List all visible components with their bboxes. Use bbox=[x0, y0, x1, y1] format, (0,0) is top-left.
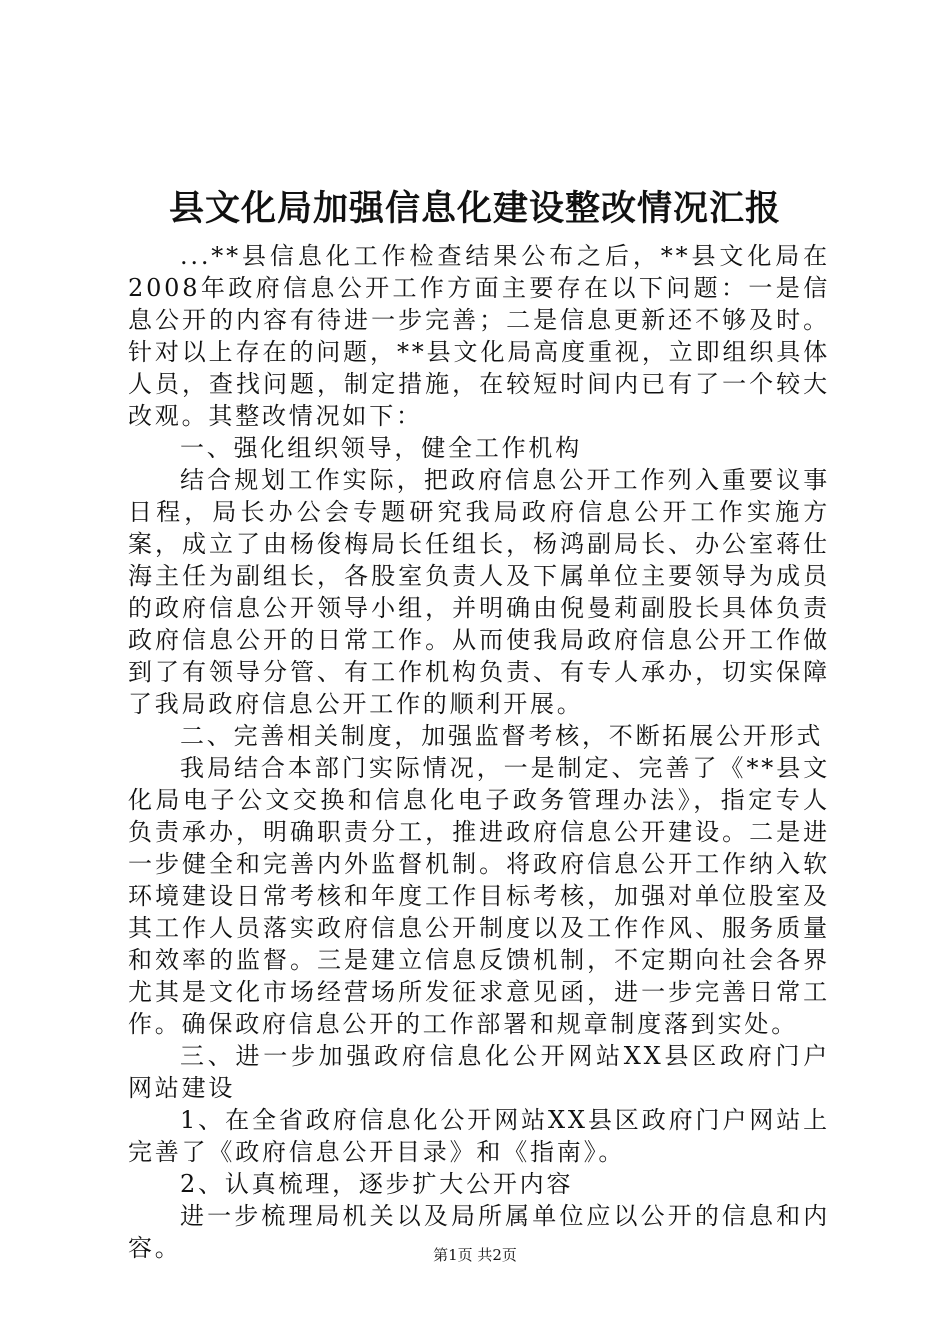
section-1-paragraph: 结合规划工作实际，把政府信息公开工作列入重要议事日程，局长办公会专题研究我局政府信息公开工作实施方案，成立了由杨俊梅局长任组长，杨鸿副局长、办公室蒋仕海主任为副组长，各股室负责人及下属单位主要领导为成员的政府信息公开领导小组，并明确由倪曼莉副股长具体负责政府信息公开的日常工作。从而使我局政府信息公开工作做到了有领导分管、有工作机构负责、有专人承办，切实保障了我局政府信息公开工作的顺利开展。 bbox=[128, 466, 830, 718]
document-body bbox=[128, 240, 830, 1264]
section-3-item-1: 1、在全省政府信息化公开网站XX县区政府门户网站上完善了《政府信息公开目录》和《指南》。 bbox=[128, 1106, 830, 1166]
section-2-paragraph: 我局结合本部门实际情况，一是制定、完善了《**县文化局电子公文交换和信息化电子政务管理办法》，指定专人负责承办，明确职责分工，推进政府信息公开建设。二是进一步健全和完善内外监督机制。将政府信息公开工作纳入软环境建设日常考核和年度工作目标考核，加强对单位股室及其工作人员落实政府信息公开制度以及工作作风、服务质量和效率的监督。三是建立信息反馈机制，不定期向社会各界尤其是文化市场经营场所发征求意见函，进一步完善日常工作。确保政府信息公开的工作部署和规章制度落到实处。 bbox=[128, 754, 830, 1038]
intro-paragraph: ...**县信息化工作检查结果公布之后，**县文化局在2008年政府信息公开工作方面主要存在以下问题：一是信息公开的内容有待进一步完善；二是信息更新还不够及时。针对以上存在的问题，**县文化局高度重视，立即组织具体人员，查找问题，制定措施，在较短时间内已有了一个较大改观。其整改情况如下： bbox=[128, 242, 830, 430]
section-heading-3: 三、进一步加强政府信息化公开网站XX县区政府门户网站建设 bbox=[128, 1042, 830, 1102]
section-heading-2: 二、完善相关制度，加强监督考核，不断拓展公开形式 bbox=[180, 722, 824, 750]
section-3-item-2-heading: 2、认真梳理，逐步扩大公开内容 bbox=[180, 1170, 574, 1198]
document-title: 县文化局加强信息化建设整改情况汇报 bbox=[168, 188, 781, 229]
section-3-item-2-paragraph: 进一步梳理局机关以及局所属单位应以公开的信息和内容。 bbox=[128, 1202, 830, 1262]
page-number-footer: 第1页 共2页 bbox=[433, 1246, 517, 1264]
section-heading-1: 一、强化组织领导，健全工作机构 bbox=[180, 434, 582, 462]
